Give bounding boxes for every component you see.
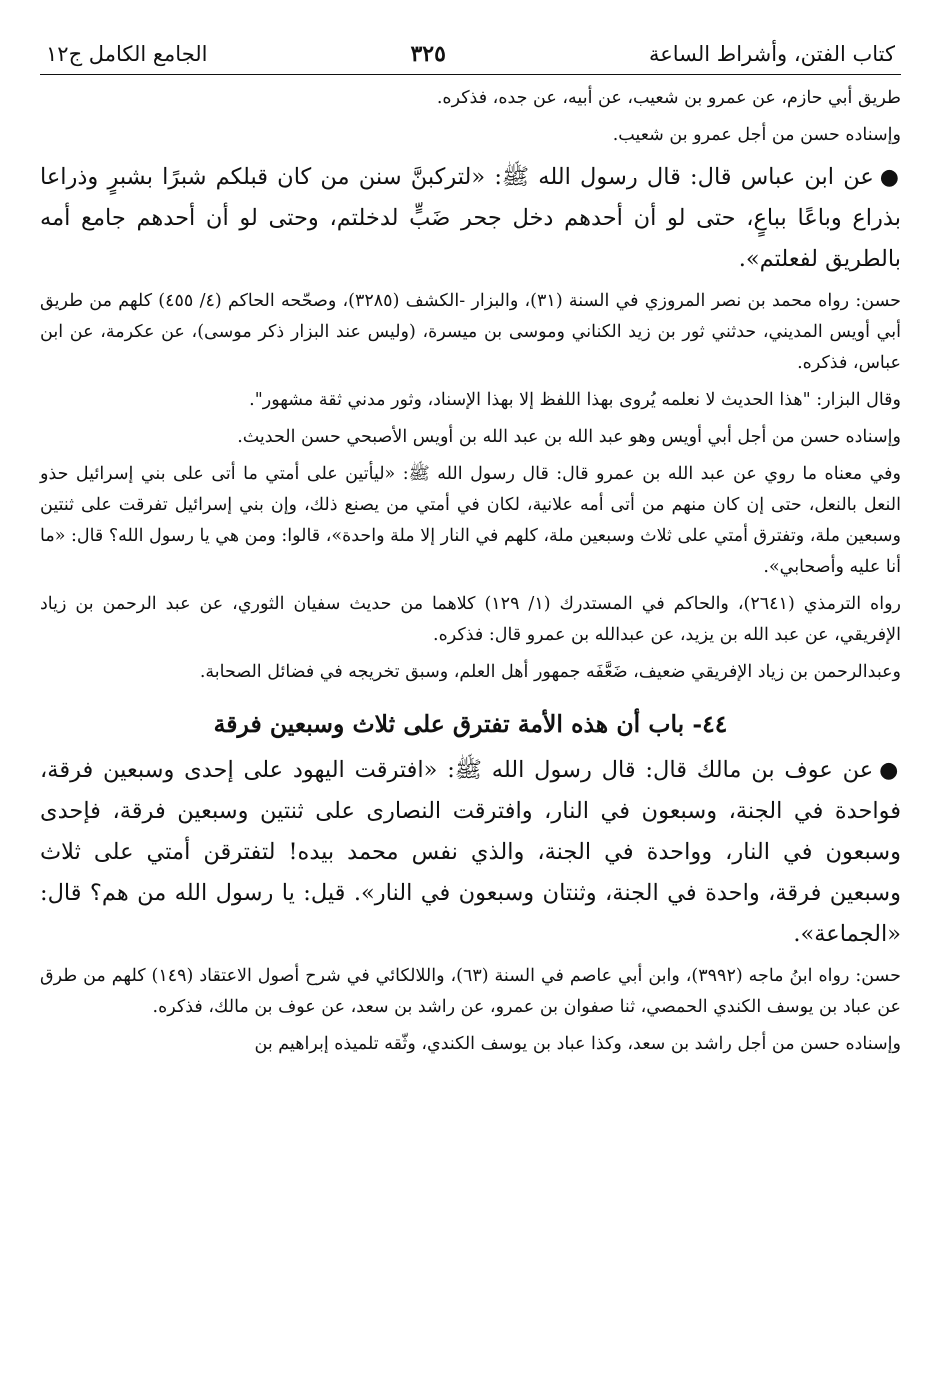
text-paragraph: طريق أبي حازم، عن عمرو بن شعيب، عن أبيه، عن جده، فذكره. <box>436 88 901 108</box>
text-paragraph: وقال البزار: "هذا الحديث لا نعلمه يُروى بهذا اللفظ إلا بهذا الإسناد، وثور مدني ثقة مشهور". <box>249 390 901 410</box>
text-paragraph: وإسناده حسن من أجل راشد بن سعد، وكذا عباد بن يوسف الكندي، وثّقه تلميذه إبراهيم بن <box>254 1034 901 1054</box>
hadith-text: عن عوف بن مالك قال: قال رسول الله ﷺ: «افترقت اليهود على إحدى وسبعين فرقة، فواحدة في الجنة، وسبعون في النار، وافترقت النصارى على ثنتين وسبعين فرقة، فإحدى وسبعون في النار، وواحدة في الجنة، والذي نفس محمد بيده! لتفترقن أمتي على ثلاث وسبعين فرقة، واحدة في الجنة، وثنتان وسبعون في النار». قيل: يا رسول الله من هم؟ قال: «الجماعة». <box>40 757 901 947</box>
takhrij-paragraph: حسن: رواه محمد بن نصر المروزي في السنة (٣١)، والبزار -الكشف (٣٢٨٥)، وصحّحه الحاكم (٤/ ٤٥٥) كلهم من طريق أبي أويس المديني، حدثني ثور بن زيد الكناني وموسى بن ميسرة، (وليس عند البزار ذكر موسى)، عن عكرمة، عن ابن عباس، فذكره. <box>40 291 901 373</box>
text-paragraph: وعبدالرحمن بن زياد الإفريقي ضعيف، ضَعَّفَه جمهور أهل العلم، وسبق تخريجه في فضائل الصحابة. <box>199 662 901 682</box>
bullet-icon: ● <box>879 165 901 190</box>
text-paragraph: رواه الترمذي (٢٦٤١)، والحاكم في المستدرك (١/ ١٢٩) كلاهما من حديث سفيان الثوري، عن عبد الرحمن بن زياد الإفريقي، عن عبد الله بن يزيد، عن عبدالله بن عمرو قال: فذكره. <box>40 594 901 645</box>
header-book-title: الجامع الكامل ج١٢ <box>46 42 208 66</box>
header-chapter-title: كتاب الفتن، وأشراط الساعة <box>648 42 895 66</box>
page-header <box>40 40 901 75</box>
hadith-paragraph <box>40 750 901 961</box>
takhrij-paragraph: حسن: رواه ابنُ ماجه (٣٩٩٢)، وابن أبي عاصم في السنة (٦٣)، واللالكائي في شرح أصول الاعتقاد (١٤٩) كلهم من طرق عن عباد بن يوسف الكندي الحمصي، ثنا صفوان بن عمرو، عن راشد بن سعد، عن عوف بن مالك، فذكره. <box>40 966 901 1017</box>
text-paragraph: وفي معناه ما روي عن عبد الله بن عمرو قال: قال رسول الله ﷺ: «ليأتين على أمتي ما أتى على بني إسرائيل حذو النعل بالنعل، حتى إن كان منهم من أتى أمه علانية، لكان في أمتي من يصنع ذلك، وإن بني إسرائيل تفرقت على ثنتين وسبعين ملة، وتفترق أمتي على ثلاث وسبعين ملة، كلهم في النار إلا ملة واحدة»، قالوا: ومن هي يا رسول الله؟ قال: «ما أنا عليه وأصحابي». <box>39 464 901 577</box>
text-paragraph: وإسناده حسن من أجل عمرو بن شعيب. <box>612 125 901 145</box>
page-number: ٣٢٥ <box>410 41 446 67</box>
text-paragraph: وإسناده حسن من أجل أبي أويس وهو عبد الله بن عبد الله بن أويس الأصبحي حسن الحديث. <box>237 427 901 447</box>
hadith-text: عن ابن عباس قال: قال رسول الله ﷺ: «لتركبنَّ سنن من كان قبلكم شبرًا بشبرٍ وذراعا بذراع وباعًا بباعٍ، حتى لو أن أحدهم دخل جحر ضَبٍّ لدخلتم، وحتى لو أن أحدهم جامع أمه بالطريق لفعلتم». <box>40 164 901 272</box>
bullet-icon: ● <box>879 758 901 783</box>
hadith-paragraph <box>40 157 901 286</box>
chapter-heading: ٤٤- باب أن هذه الأمة تفترق على ثلاث وسبعين فرقة <box>213 710 728 738</box>
page-content <box>40 83 901 1066</box>
